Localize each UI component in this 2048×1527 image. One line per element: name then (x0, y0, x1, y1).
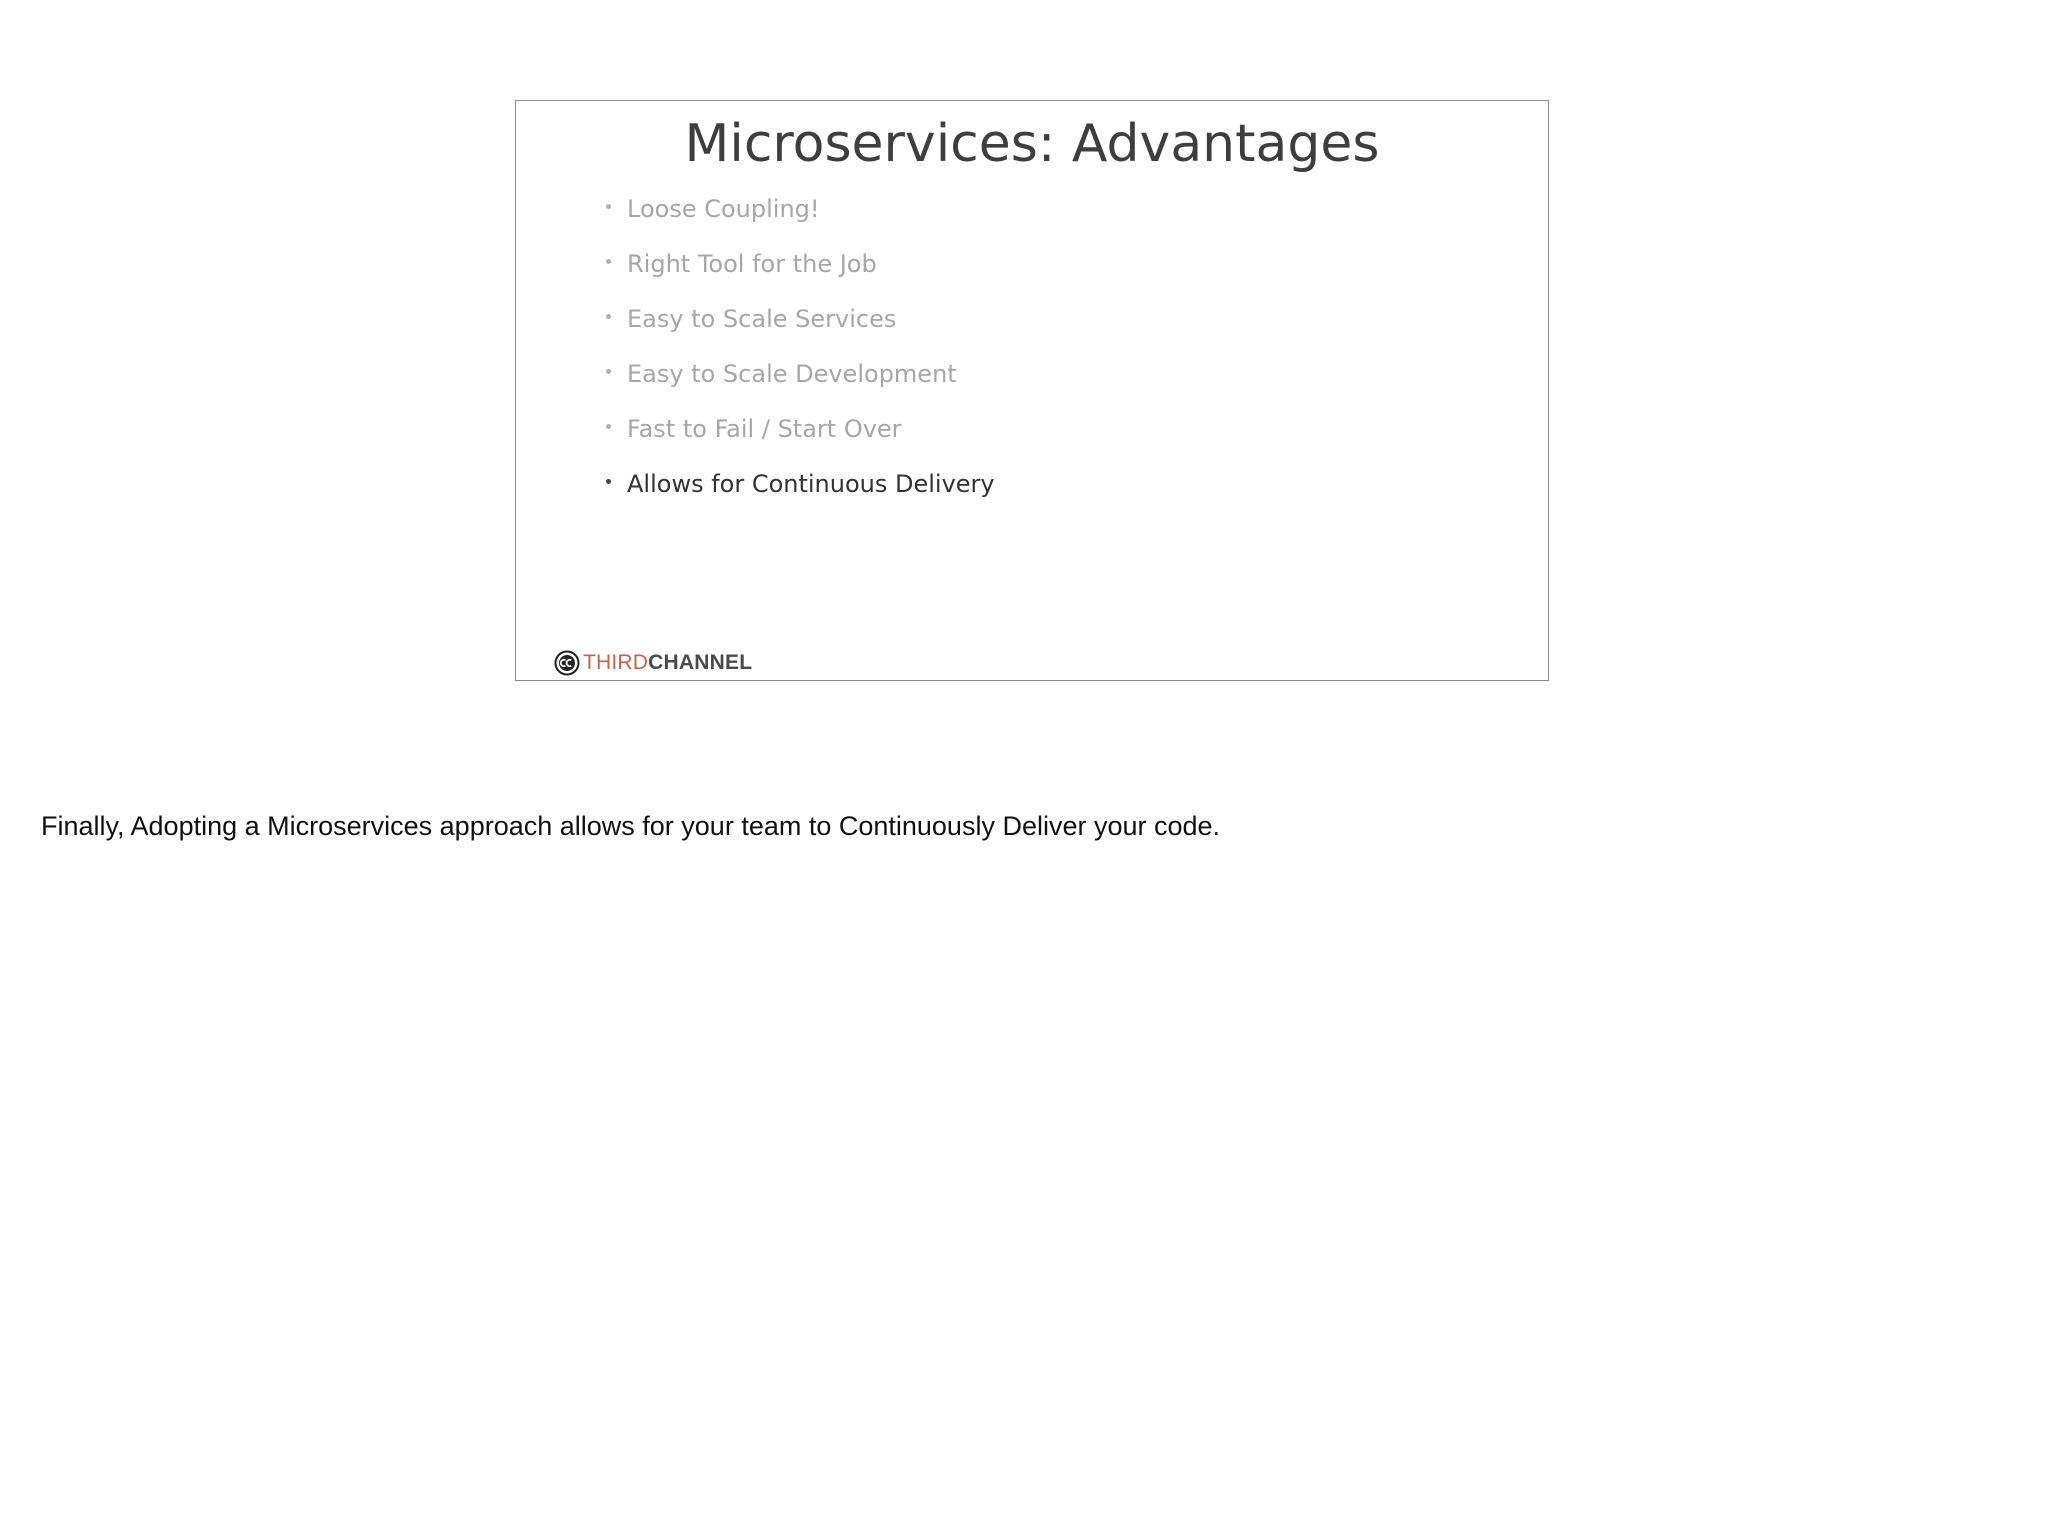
bullet-text: Fast to Fail / Start Over (627, 414, 902, 443)
bullet-text: Right Tool for the Job (627, 249, 877, 278)
thirdchannel-logo-icon (554, 650, 580, 676)
bullet-item (606, 291, 995, 346)
bullet-item (606, 346, 995, 401)
bullet-dot-icon (606, 479, 611, 484)
bullet-list (606, 181, 995, 511)
presenter-notes: Finally, Adopting a Microservices approach allows for your team to Continuously Deliver your code. (41, 811, 1221, 841)
bullet-item (606, 181, 995, 236)
bullet-item-current (606, 456, 995, 511)
bullet-dot-icon (606, 424, 611, 429)
bullet-text: Allows for Continuous Delivery (627, 469, 995, 498)
bullet-text: Easy to Scale Development (627, 359, 957, 388)
bullet-dot-icon (606, 369, 611, 374)
bullet-text: Loose Coupling! (627, 194, 820, 223)
bullet-item (606, 401, 995, 456)
bullet-text: Easy to Scale Services (627, 304, 897, 333)
slide-title: Microservices: Advantages (684, 114, 1380, 174)
bullet-dot-icon (606, 314, 611, 319)
bullet-dot-icon (606, 204, 611, 209)
slide-thumbnail (515, 100, 1549, 681)
bullet-dot-icon (606, 259, 611, 264)
logo-text-channel: CHANNEL (648, 651, 753, 674)
bullet-item (606, 236, 995, 291)
logo-text-third: THIRD (583, 651, 649, 674)
company-logo (554, 648, 752, 678)
